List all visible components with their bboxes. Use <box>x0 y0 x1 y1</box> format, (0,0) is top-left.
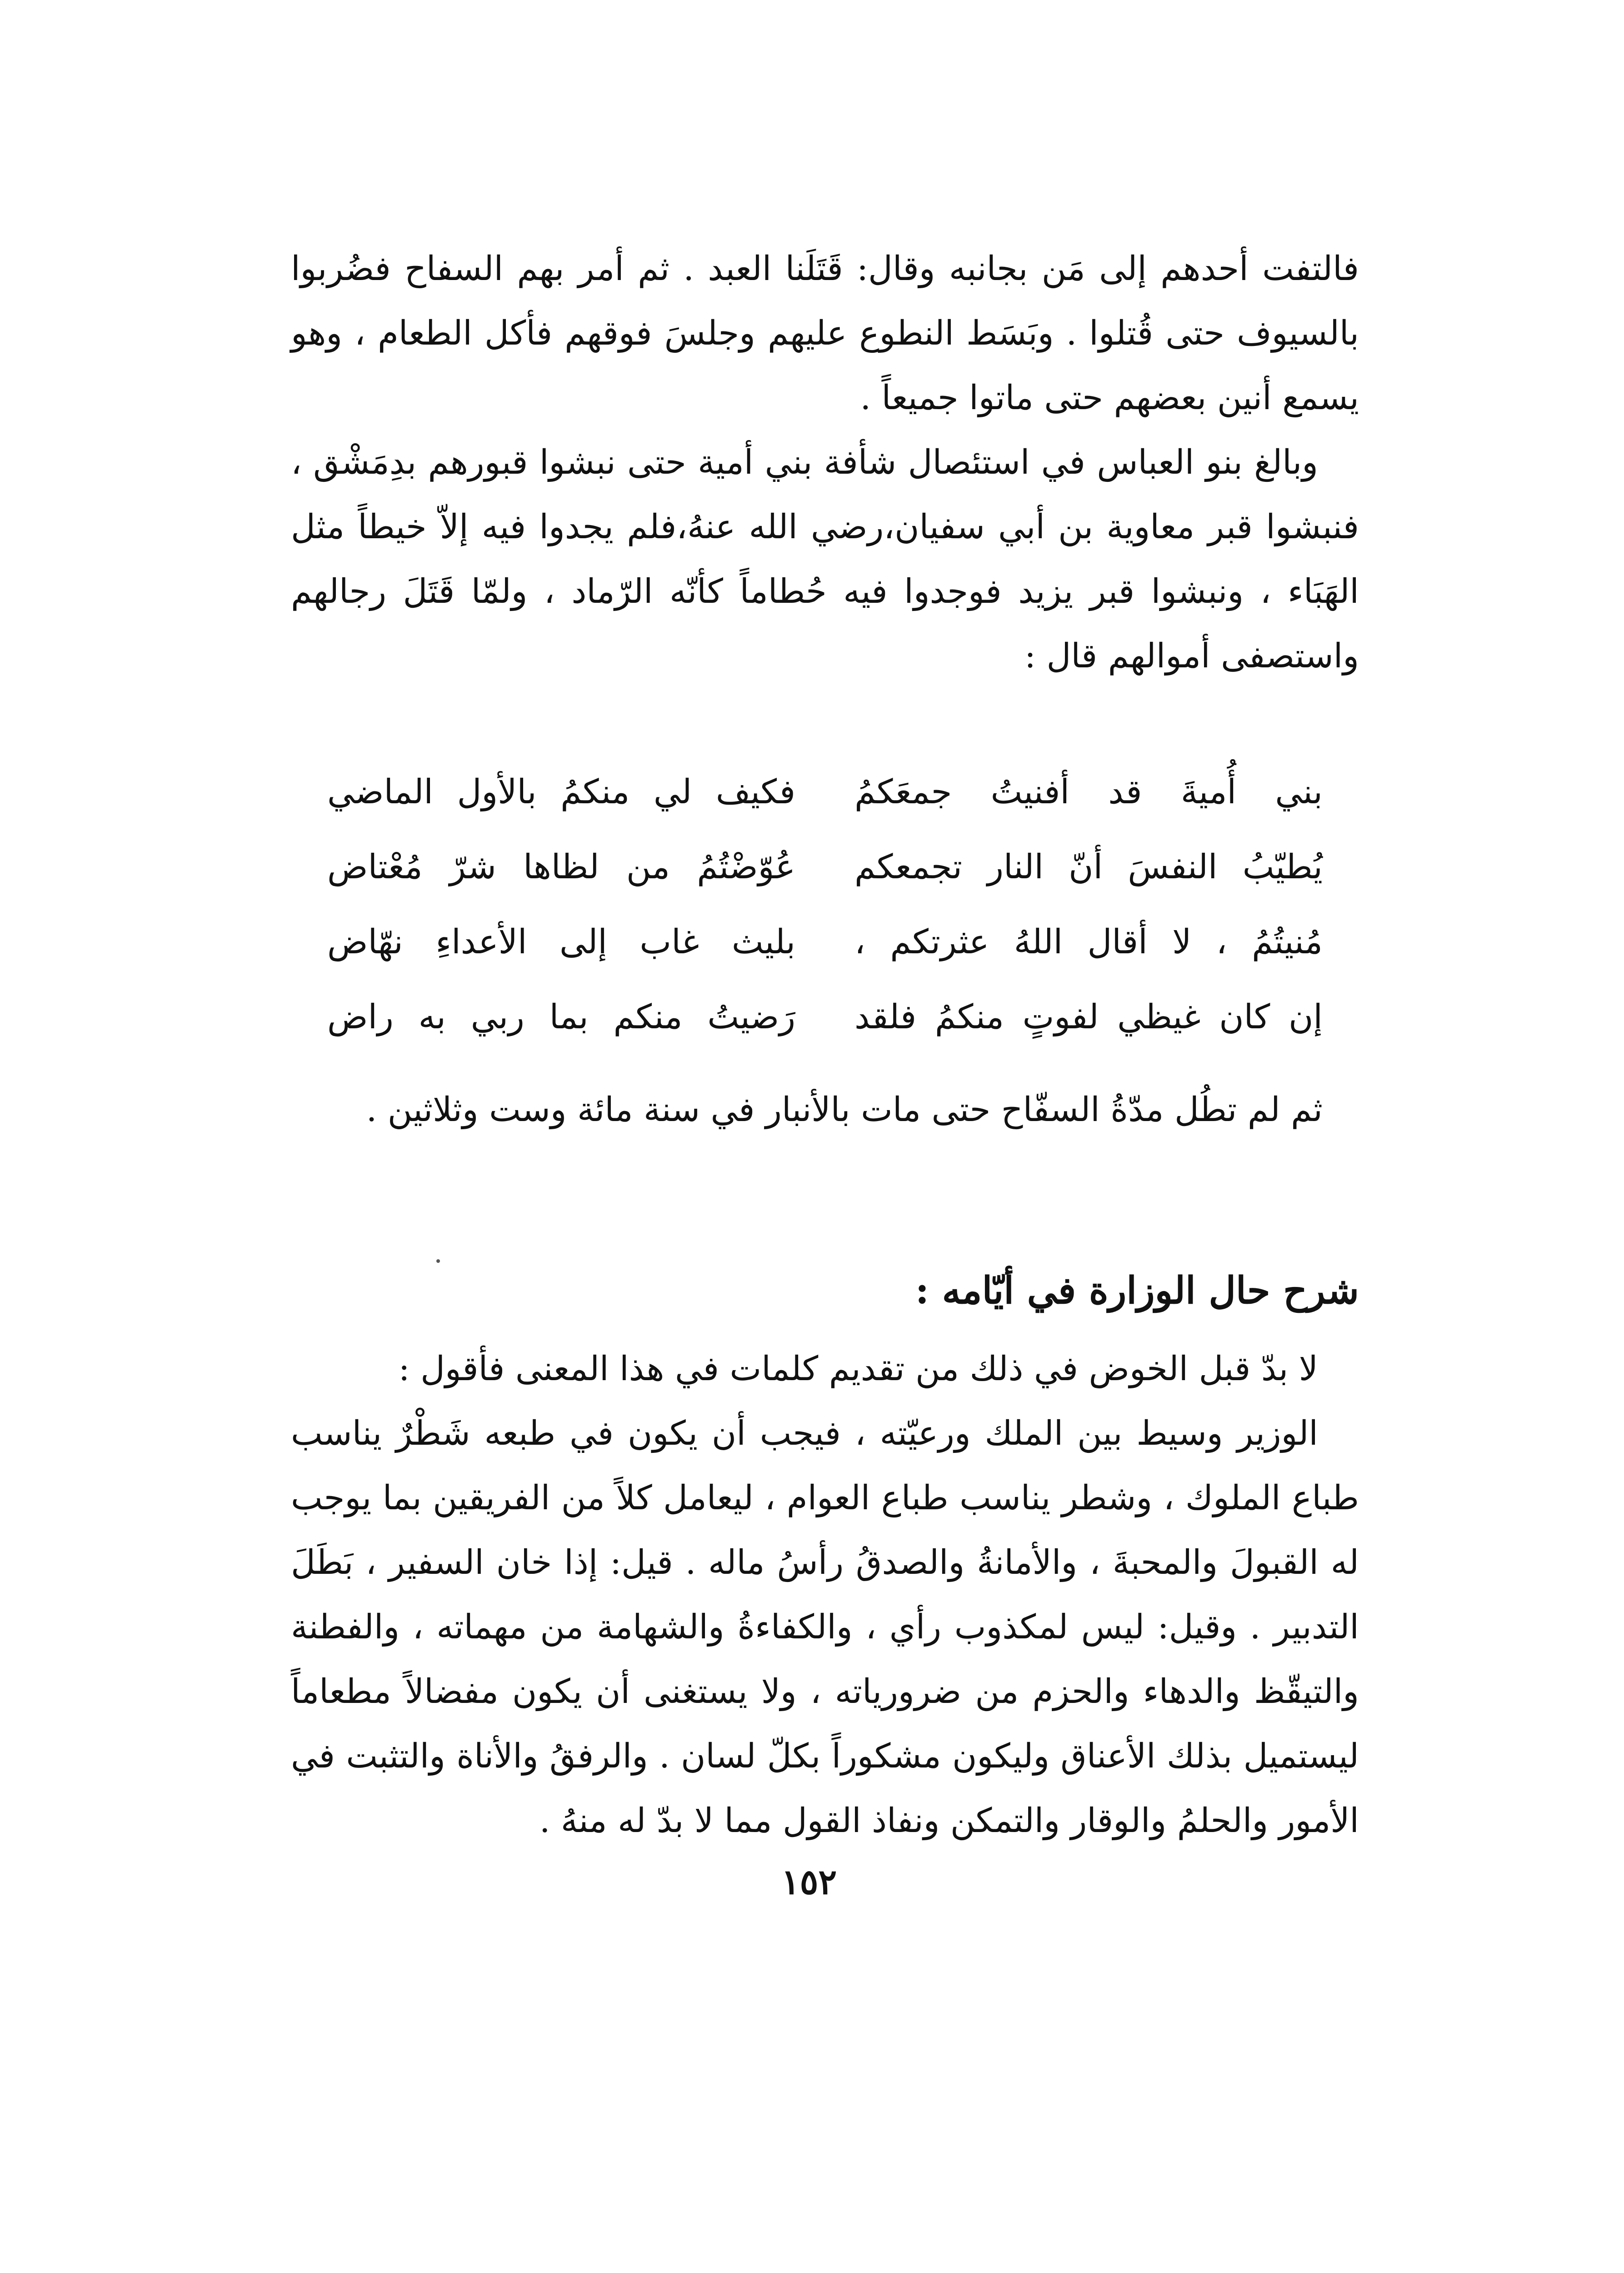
poem-line-3-second-hemistich: بليث غاب إلى الأعداءِ نهّاض <box>327 922 795 961</box>
page-number: ١٥٢ <box>781 1862 837 1902</box>
intro-paragraph-2: وبالغ بنو العباس في استئصال شأفة بني أمية حتى نبشوا قبورهم بدِمَشْق ، فنبشوا قبر معاوية بن أبي سفيان،رضي الله عنهُ،فلم يجدوا فيه إلاّ خيطاً مثل الهَبَاء ، ونبشوا قبر يزيد فوجدوا فيه حُطاماً كأنّه الرّماد ، ولمّا قَتَلَ رجالهم واستصفى أموالهم قال : <box>291 443 1359 676</box>
poem-line-1-first-hemistich: بني أُميةَ قد أفنيتُ جمعَكمُ <box>854 772 1323 811</box>
poem-line-4 <box>327 980 1323 1055</box>
section-paragraph-2: الوزير وسيط بين الملك ورعيّته ، فيجب أن يكون في طبعه شَطْرٌ يناسب طباع الملوك ، وشطر يناسب طباع العوام ، ليعامل كلاً من الفريقين بما يوجب له القبولَ والمحبةَ ، والأمانةُ والصدقُ رأسُ ماله . قيل: إذا خان السفير ، بَطَلَ التدبير . وقيل: ليس لمكذوب رأي ، والكفاءةُ والشهامة من مهماته ، والفطنة والتيقّظ والدهاء والحزم من ضرورياته ، ولا يستغنى أن يكون مفضالاً مطعاماً ليستميل بذلك الأعناق وليكون مشكوراً بكلّ لسان . والرفقُ والأناة والتثبت في الأمور والحلمُ والوقار والتمكن ونفاذ القول مما لا بدّ له منهُ . <box>291 1414 1359 1840</box>
poem <box>327 755 1323 1055</box>
section-heading: شرح حال الوزارة في أيّامه : <box>915 1269 1359 1313</box>
print-speck <box>436 1259 440 1263</box>
poem-line-3-first-hemistich: مُنيتُمُ ، لا أقال اللهُ عثرتكم ، <box>854 922 1323 961</box>
poem-line-4-second-hemistich: رَضيتُ منكم بما ربي به راض <box>327 997 795 1036</box>
poem-line-2-second-hemistich: عُوّضْتُمُ من لظاها شرّ مُعْتاض <box>327 847 795 886</box>
poem-line-1-second-hemistich: فكيف لي منكمُ بالأول الماضي <box>327 772 795 811</box>
intro-paragraph-1: فالتفت أحدهم إلى مَن بجانبه وقال: قَتَلَنا العبد . ثم أمر بهم السفاح فضُربوا بالسيوف حتى قُتلوا . وبَسَط النطوع عليهم وجلسَ فوقهم فأكل الطعام ، وهو يسمع أنين بعضهم حتى ماتوا جميعاً . <box>291 249 1359 417</box>
poem-line-2-first-hemistich: يُطيّبُ النفسَ أنّ النار تجمعكم <box>854 847 1323 886</box>
poem-line-3 <box>327 905 1323 980</box>
poem-line-4-first-hemistich: إن كان غيظي لفوتٍ منكمُ فلقد <box>854 997 1323 1036</box>
intro-text-block <box>291 236 1359 688</box>
poem-closing-line: ثم لم تطُل مدّةُ السفّاح حتى مات بالأنبار في سنة مائة وست وثلاثين . <box>366 1090 1323 1129</box>
section-paragraph-1: لا بدّ قبل الخوض في ذلك من تقديم كلمات في هذا المعنى فأقول : <box>398 1349 1318 1388</box>
poem-line-2 <box>327 830 1323 905</box>
section-text-block <box>291 1337 1359 1853</box>
poem-line-1 <box>327 755 1323 830</box>
